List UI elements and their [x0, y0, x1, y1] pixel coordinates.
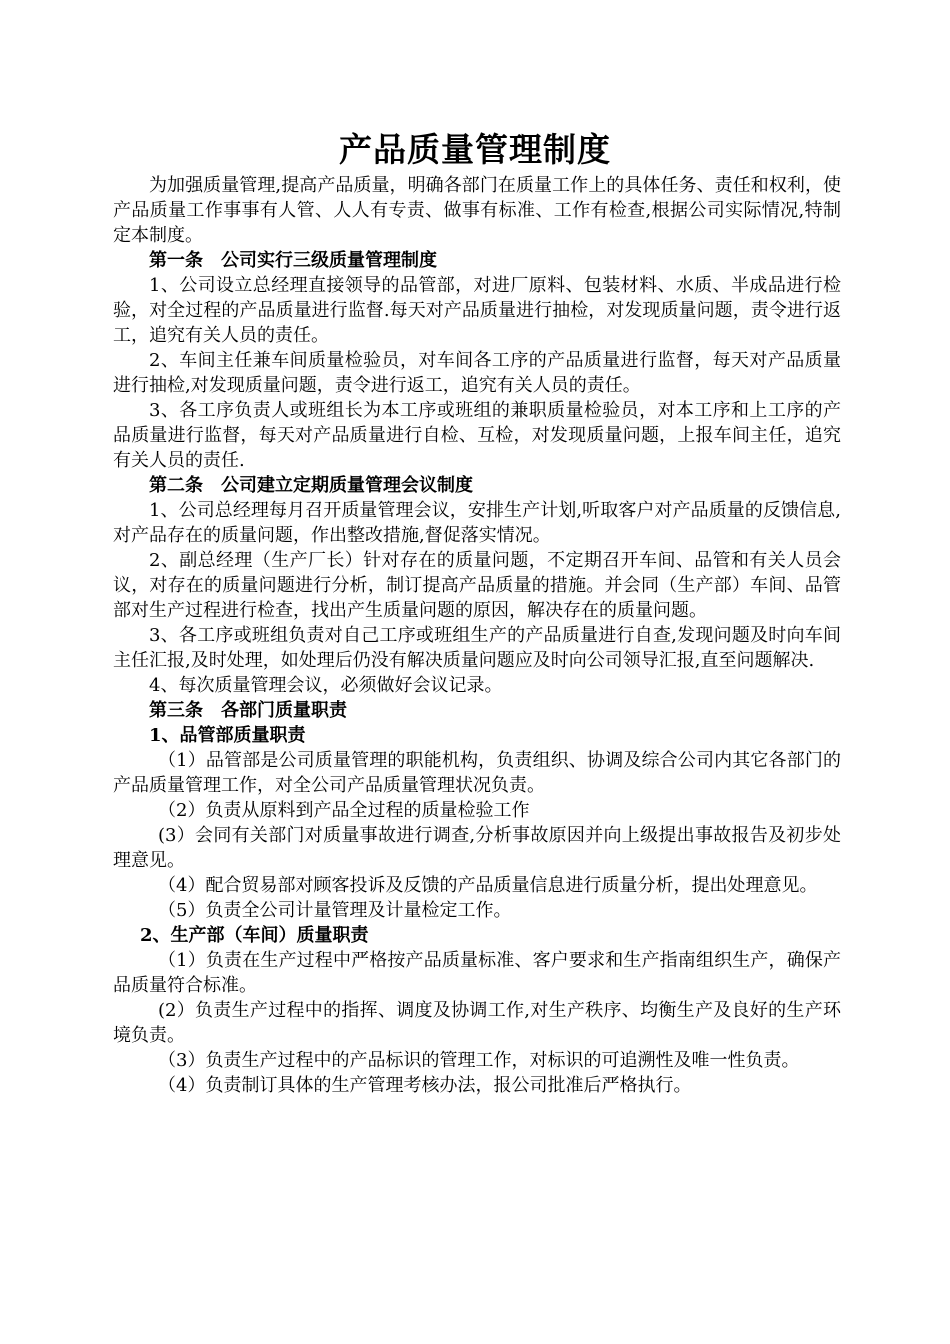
article-2-item-1: 1、公司总经理每月召开质量管理会议，安排生产计划,听取客户对产品质量的反馈信息,对产品存在的质量问题，作出整改措施,督促落实情况。 — [113, 500, 841, 546]
document-body — [113, 173, 841, 1098]
article-1-item-1: 1、公司设立总经理直接领导的品管部，对进厂原料、包装材料、水质、半成品进行检验，对全过程的产品质量进行监督.每天对产品质量进行抽检，对发现质量问题，责令进行返工，追究有关人员的责任。 — [113, 275, 841, 346]
article-1-item-3: 3、各工序负责人或班组长为本工序或班组的兼职质量检验员，对本工序和上工序的产品质量进行监督，每天对产品质量进行自检、互检，对发现质量问题，上报车间主任，追究有关人员的责任. — [113, 400, 841, 471]
dept-1-item-3: (3）会同有关部门对质量事故进行调查,分析事故原因并向上级提出事故报告及初步处理意见。 — [113, 825, 841, 871]
article-2-item-4: 4、每次质量管理会议，必须做好会议记录。 — [149, 675, 503, 696]
dept-1-heading: 1、品管部质量职责 — [149, 725, 306, 746]
dept-1-item-2: （2）负责从原料到产品全过程的质量检验工作 — [158, 800, 530, 821]
document-title: 产品质量管理制度 — [339, 130, 611, 169]
article-2-item-2: 2、副总经理（生产厂长）针对存在的质量问题，不定期召开车间、品管和有关人员会议，对存在的质量问题进行分析，制订提高产品质量的措施。并会同（生产部）车间、品管部对生产过程进行检查，找出产生质量问题的原因，解决存在的质量问题。 — [113, 550, 841, 621]
dept-1-item-1: （1）品管部是公司质量管理的职能机构，负责组织、协调及综合公司内其它各部门的产品质量管理工作，对全公司产品质量管理状况负责。 — [113, 750, 841, 796]
article-2-heading: 第二条 公司建立定期质量管理会议制度 — [149, 475, 473, 496]
article-2-item-3: 3、各工序或班组负责对自己工序或班组生产的产品质量进行自查,发现问题及时向车间主任汇报,及时处理，如处理后仍没有解决质量问题应及时向公司领导汇报,直至问题解决. — [113, 625, 841, 671]
intro-paragraph: 为加强质量管理,提高产品质量，明确各部门在质量工作上的具体任务、责任和权利，使产品质量工作事事有人管、人人有专责、做事有标准、工作有检查,根据公司实际情况,特制定本制度。 — [113, 175, 841, 246]
dept-2-item-4: （4）负责制订具体的生产管理考核办法，报公司批准后严格执行。 — [158, 1075, 692, 1096]
article-3-heading: 第三条 各部门质量职责 — [149, 700, 347, 721]
dept-2-item-1: （1）负责在生产过程中严格按产品质量标准、客户要求和生产指南组织生产，确保产品质量符合标准。 — [113, 950, 841, 996]
article-1-heading: 第一条 公司实行三级质量管理制度 — [149, 250, 437, 271]
dept-2-item-3: （3）负责生产过程中的产品标识的管理工作，对标识的可追溯性及唯一性负责。 — [158, 1050, 800, 1071]
dept-1-item-5: （5）负责全公司计量管理及计量检定工作。 — [158, 900, 512, 921]
dept-2-heading: 2、生产部（车间）质量职责 — [140, 925, 369, 946]
article-1-item-2: 2、车间主任兼车间质量检验员，对车间各工序的产品质量进行监督，每天对产品质量进行抽检,对发现质量问题，责令进行返工，追究有关人员的责任。 — [113, 350, 841, 396]
dept-2-item-2: (2）负责生产过程中的指挥、调度及协调工作,对生产秩序、均衡生产及良好的生产环境负责。 — [113, 1000, 841, 1046]
dept-1-item-4: （4）配合贸易部对顾客投诉及反馈的产品质量信息进行质量分析，提出处理意见。 — [158, 875, 818, 896]
